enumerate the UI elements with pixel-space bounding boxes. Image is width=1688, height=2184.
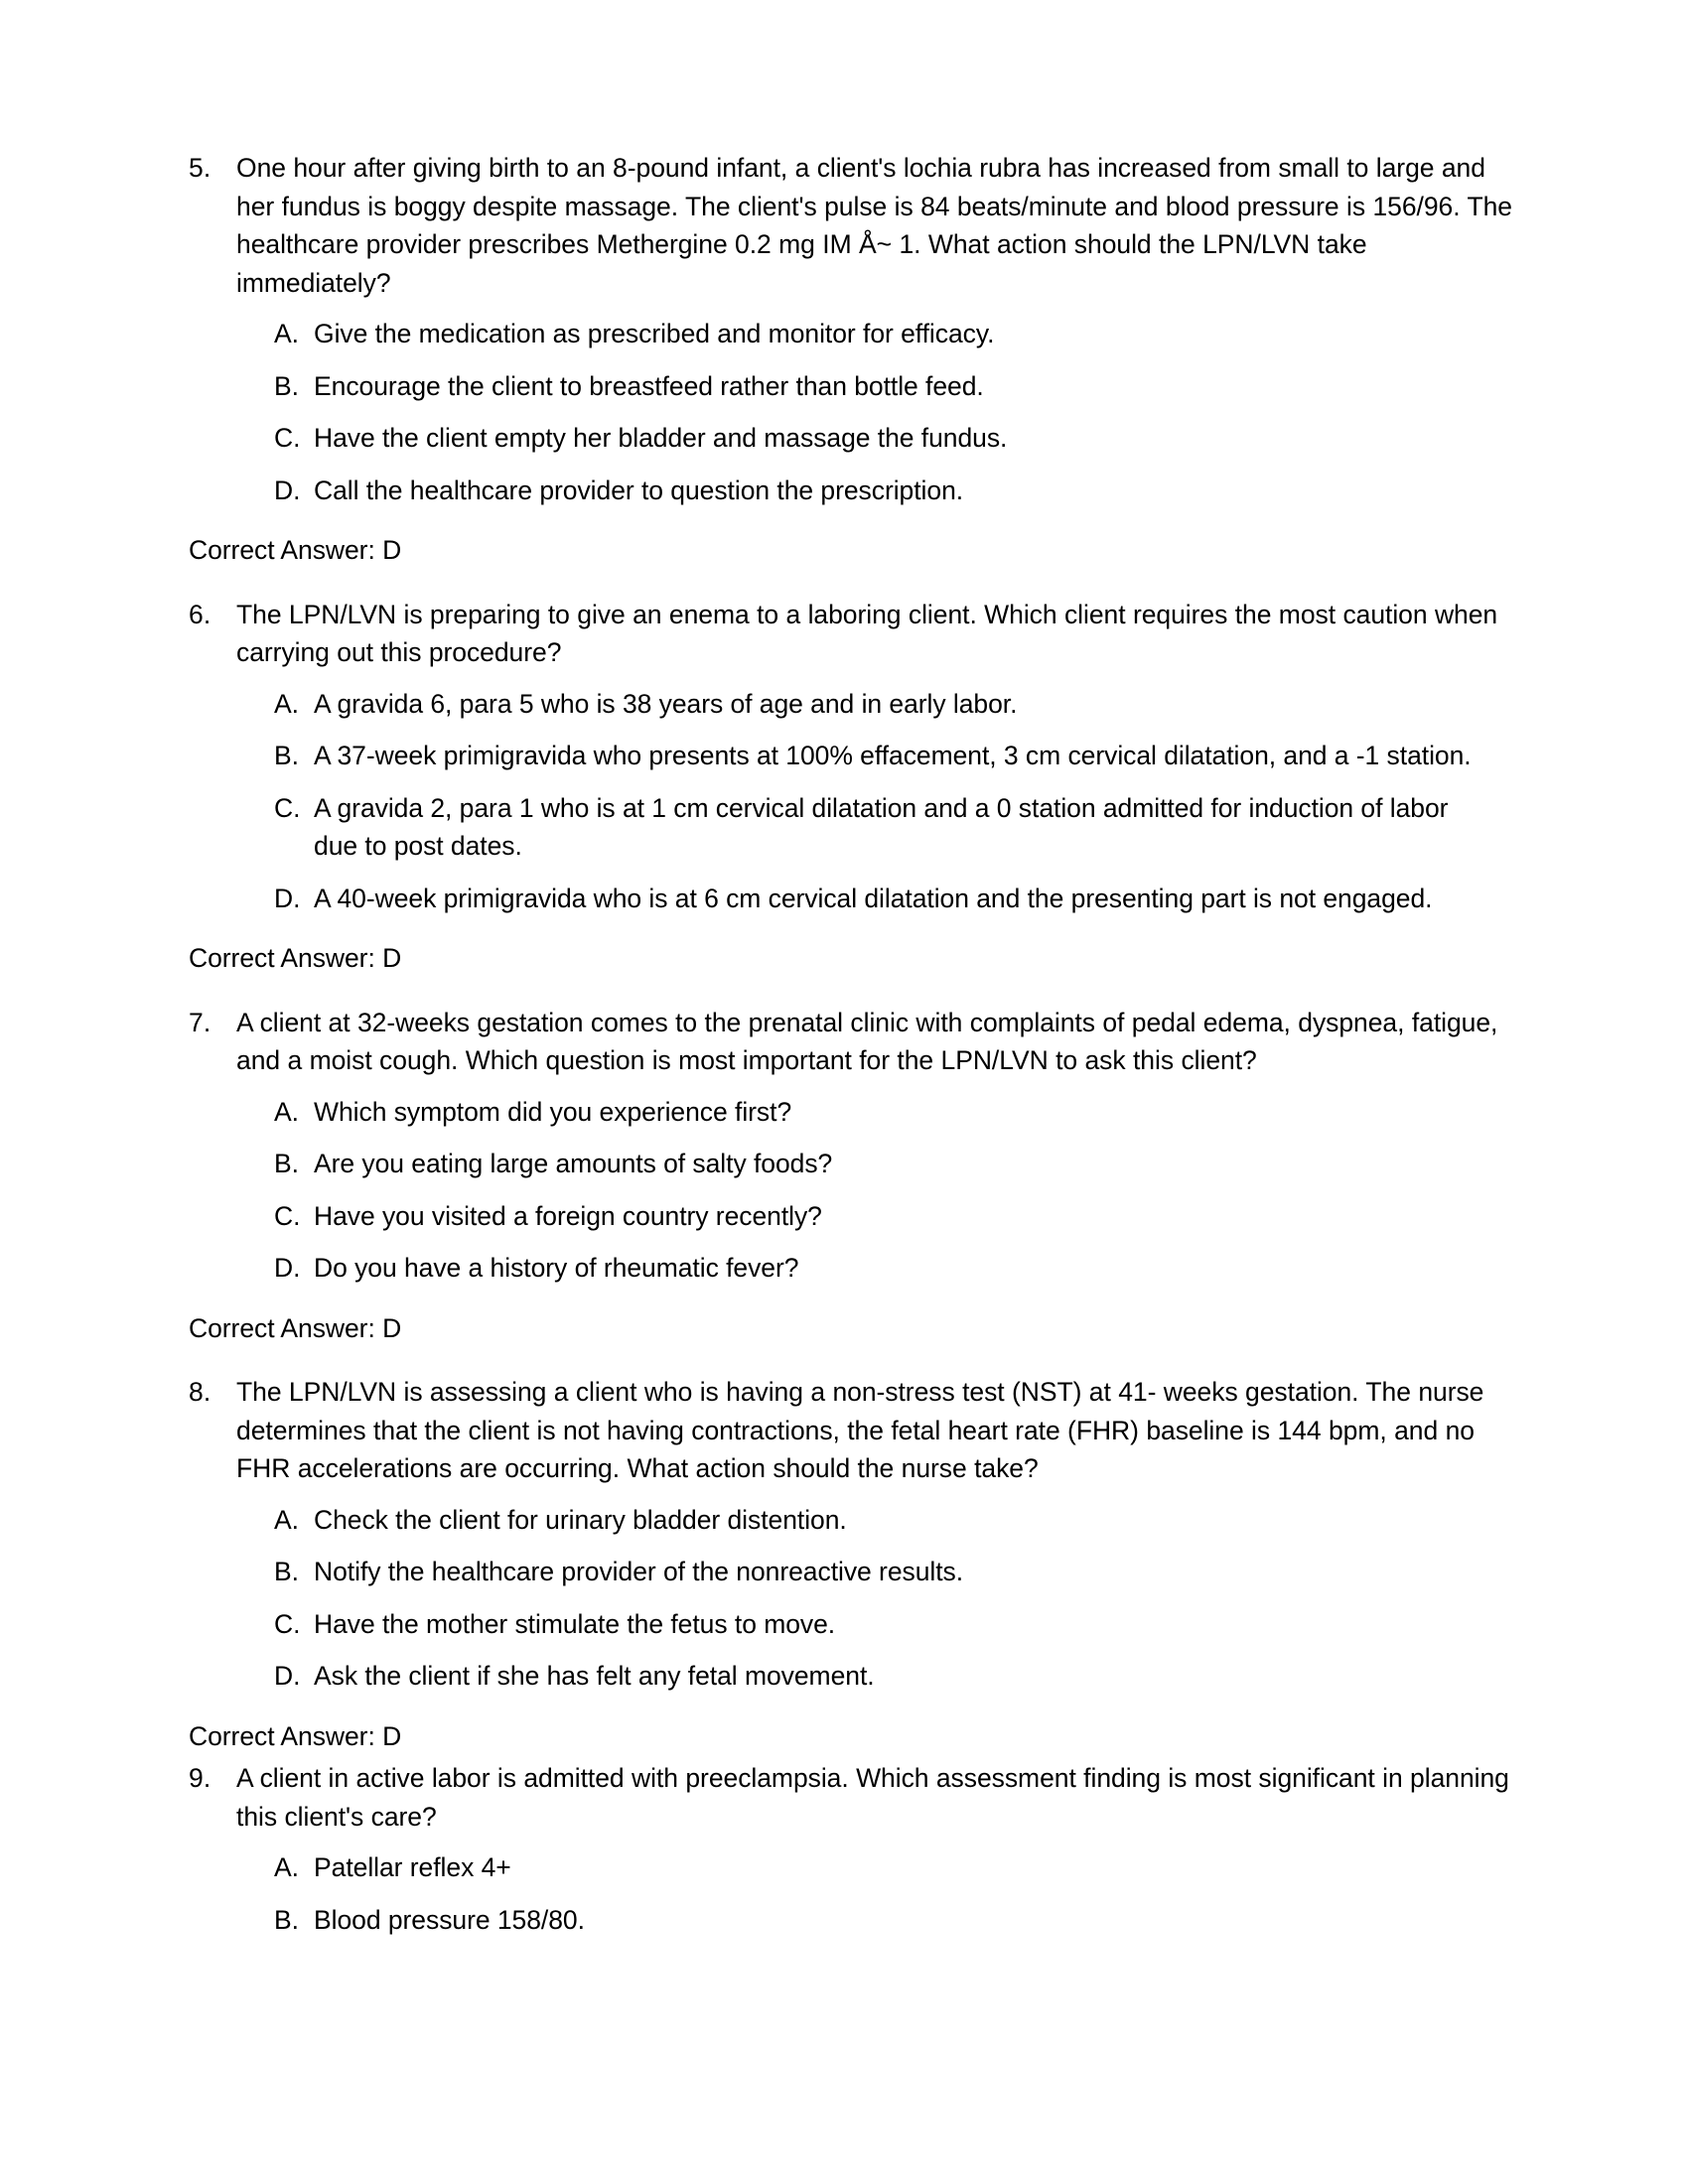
question-number: 6. xyxy=(189,599,211,629)
question-number: 9. xyxy=(189,1763,211,1793)
options-list xyxy=(236,315,1474,509)
option-text: A gravida 6, para 5 who is 38 years of age and in early labor. xyxy=(314,688,1018,719)
options-list xyxy=(236,1093,1474,1288)
option-letter: D. xyxy=(274,475,301,505)
option-letter: D. xyxy=(274,883,301,913)
option-text: Notify the healthcare provider of the nonreactive results. xyxy=(314,1557,964,1586)
correct-answer: Correct Answer: D xyxy=(189,943,402,973)
option-letter: B. xyxy=(274,741,299,770)
option-item[interactable] xyxy=(236,1249,1474,1288)
question-item xyxy=(189,1373,1521,1696)
option-text: A 37-week primigravida who presents at 100% effacement, 3 cm cervical dilatation, and a -1 station. xyxy=(314,741,1472,770)
option-text: Patellar reflex 4+ xyxy=(314,1852,511,1882)
option-letter: B. xyxy=(274,1557,299,1586)
option-item[interactable] xyxy=(236,1901,1474,1940)
option-letter: A. xyxy=(274,1504,299,1535)
option-letter: A. xyxy=(274,319,299,348)
options-list xyxy=(236,685,1474,918)
option-item[interactable] xyxy=(236,419,1474,458)
option-item[interactable] xyxy=(236,737,1474,775)
option-text: Ask the client if she has felt any fetal movement. xyxy=(314,1661,875,1691)
section-gap xyxy=(189,570,1521,596)
question-item xyxy=(189,596,1521,918)
option-text: A gravida 2, para 1 who is at 1 cm cervical dilatation and a 0 station admitted for induction of labor due to post dates. xyxy=(314,792,1449,861)
option-letter: A. xyxy=(274,688,299,719)
option-text: Which symptom did you experience first? xyxy=(314,1096,792,1127)
option-item[interactable] xyxy=(236,1145,1474,1183)
option-text: Are you eating large amounts of salty foods? xyxy=(314,1149,833,1178)
option-letter: A. xyxy=(274,1096,299,1127)
option-item[interactable] xyxy=(236,315,1474,353)
option-item[interactable] xyxy=(236,789,1474,866)
option-item[interactable] xyxy=(236,880,1474,918)
section-gap xyxy=(189,1347,1521,1373)
option-text: Have the client empty her bladder and massage the fundus. xyxy=(314,423,1008,453)
option-item[interactable] xyxy=(236,685,1474,724)
correct-answer: Correct Answer: D xyxy=(189,1720,402,1751)
section-gap xyxy=(189,978,1521,1004)
question-number: 7. xyxy=(189,1007,211,1037)
option-item[interactable] xyxy=(236,367,1474,406)
correct-answer: Correct Answer: D xyxy=(189,1312,402,1343)
option-item[interactable] xyxy=(236,1553,1474,1591)
question-stem: A client at 32-weeks gestation comes to the prenatal clinic with complaints of pedal edema, dyspnea, fatigue, and a moist cough. Which question is most important for the LPN/LVN to ask this client? xyxy=(236,1007,1498,1075)
option-text: Have you visited a foreign country recently? xyxy=(314,1200,822,1231)
option-letter: C. xyxy=(274,1608,301,1639)
question-item xyxy=(189,1759,1521,1939)
question-item xyxy=(189,1004,1521,1288)
document-body xyxy=(189,149,1521,1939)
option-item[interactable] xyxy=(236,1093,1474,1132)
option-item[interactable] xyxy=(236,472,1474,510)
option-letter: B. xyxy=(274,370,299,401)
option-item[interactable] xyxy=(236,1657,1474,1696)
option-text: Check the client for urinary bladder distention. xyxy=(314,1504,847,1535)
option-text: Give the medication as prescribed and monitor for efficacy. xyxy=(314,319,995,348)
correct-answer: Correct Answer: D xyxy=(189,535,402,565)
question-stem: The LPN/LVN is preparing to give an enema to a laboring client. Which client requires the most caution when carrying out this procedure? xyxy=(236,599,1498,667)
option-text: A 40-week primigravida who is at 6 cm cervical dilatation and the presenting part is not engaged. xyxy=(314,883,1433,913)
option-item[interactable] xyxy=(236,1605,1474,1644)
option-letter: C. xyxy=(274,792,301,823)
options-list xyxy=(236,1501,1474,1696)
option-letter: B. xyxy=(274,1149,299,1178)
option-text: Blood pressure 158/80. xyxy=(314,1904,585,1935)
question-stem: One hour after giving birth to an 8-pound infant, a client's lochia rubra has increased from small to large and her fundus is boggy despite massage. The client's pulse is 84 beats/minute and blood pressure is 156/96. The healthcare provider prescribes Methergine 0.2 mg IM Å~ 1. What action should the LPN/LVN take immediately? xyxy=(236,153,1512,298)
option-letter: D. xyxy=(274,1661,301,1691)
question-item xyxy=(189,149,1521,509)
question-number: 5. xyxy=(189,153,211,183)
option-text: Encourage the client to breastfeed rather than bottle feed. xyxy=(314,370,984,401)
option-item[interactable] xyxy=(236,1197,1474,1236)
question-stem: The LPN/LVN is assessing a client who is having a non-stress test (NST) at 41- weeks gestation. The nurse determines that the client is not having contractions, the fetal heart rate (FHR) baseline is 144 bpm, and no FHR accelerations are occurring. What action should the nurse take? xyxy=(236,1377,1484,1483)
option-letter: D. xyxy=(274,1253,301,1283)
options-list xyxy=(236,1848,1474,1939)
option-letter: C. xyxy=(274,423,301,453)
option-item[interactable] xyxy=(236,1501,1474,1540)
option-text: Call the healthcare provider to question the prescription. xyxy=(314,475,964,505)
option-letter: C. xyxy=(274,1200,301,1231)
question-stem: A client in active labor is admitted with preeclampsia. Which assessment finding is most significant in planning this client's care? xyxy=(236,1763,1509,1832)
option-letter: A. xyxy=(274,1852,299,1882)
option-text: Have the mother stimulate the fetus to move. xyxy=(314,1608,836,1639)
option-letter: B. xyxy=(274,1904,299,1935)
option-text: Do you have a history of rheumatic fever? xyxy=(314,1253,799,1283)
question-number: 8. xyxy=(189,1377,211,1407)
option-item[interactable] xyxy=(236,1848,1474,1887)
